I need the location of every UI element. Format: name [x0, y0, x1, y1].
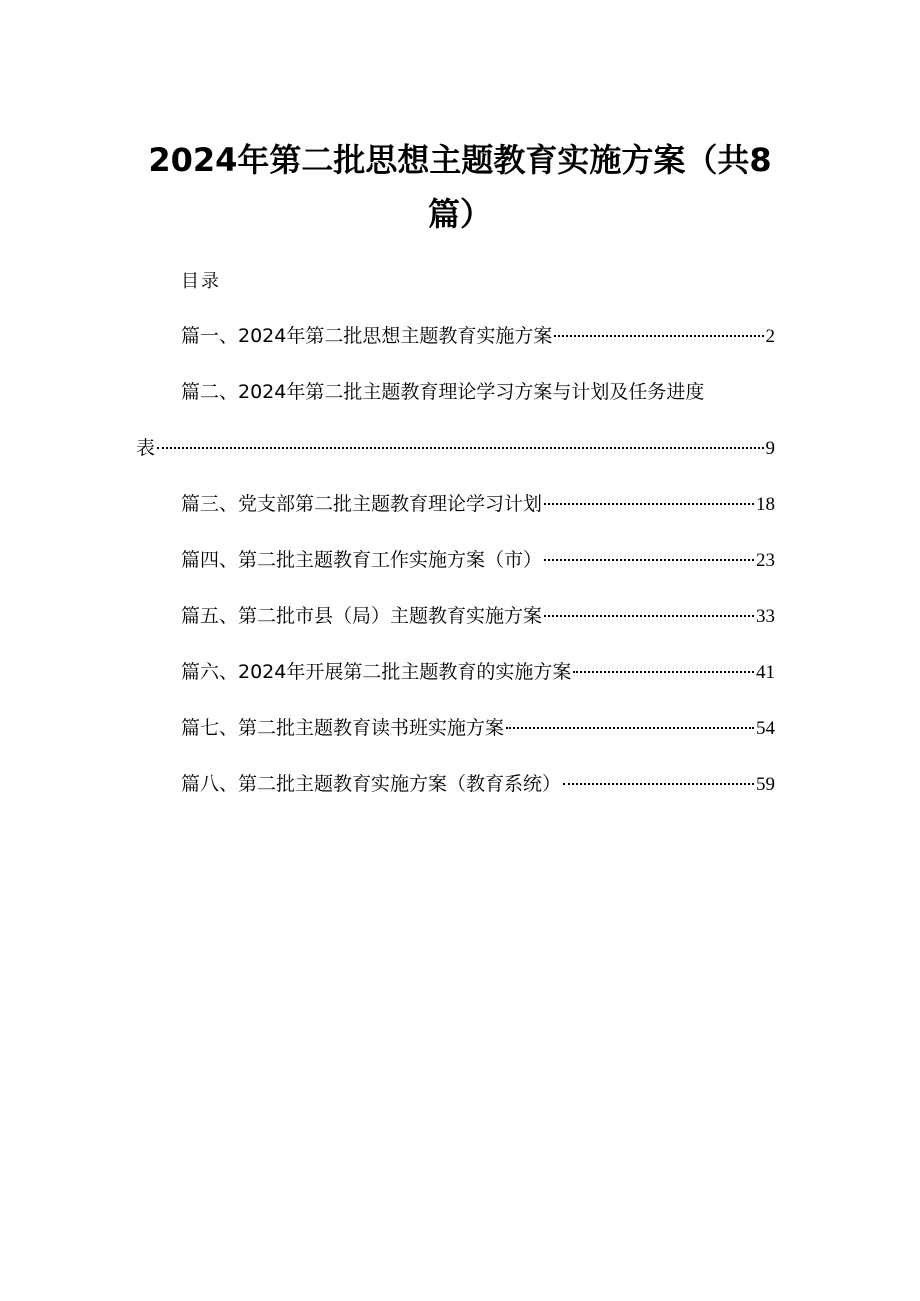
toc-entry-6[interactable]	[181, 658, 775, 687]
document-title: 2024年第二批思想主题教育实施方案（共8篇）	[148, 141, 772, 233]
toc-leader-dots	[544, 559, 754, 561]
toc-leader-dots	[554, 335, 763, 337]
toc-entry-5[interactable]	[181, 602, 775, 631]
toc-page-number: 59	[756, 774, 775, 795]
toc-entry-title: 篇六、2024年开展第二批主题教育的实施方案	[181, 661, 572, 683]
toc-entry-title: 篇一、2024年第二批思想主题教育实施方案	[181, 325, 553, 347]
toc-entry-4[interactable]	[181, 546, 775, 575]
toc-entry-title: 表	[136, 437, 156, 459]
toc-page-number: 41	[756, 662, 775, 683]
toc-page-number: 33	[756, 606, 775, 627]
toc-page-number: 23	[756, 550, 775, 571]
toc-leader-dots	[544, 503, 754, 505]
toc-leader-dots	[563, 783, 754, 785]
toc-page-number: 54	[756, 718, 775, 739]
toc-entry-8[interactable]	[181, 770, 775, 799]
toc-page-number: 18	[756, 494, 775, 515]
toc-leader-dots	[506, 727, 754, 729]
toc-entry-2-line1[interactable]: 篇二、2024年第二批主题教育理论学习方案与计划及任务进度	[181, 381, 705, 403]
toc-entry-title: 篇七、第二批主题教育读书班实施方案	[181, 717, 505, 739]
toc-entry-title: 篇八、第二批主题教育实施方案（教育系统）	[181, 773, 562, 795]
toc-leader-dots	[544, 615, 754, 617]
toc-page-number: 9	[765, 438, 775, 459]
toc-heading: 目录	[181, 271, 221, 292]
toc-entry-title: 篇三、党支部第二批主题教育理论学习计划	[181, 493, 543, 515]
toc-entry-title: 篇四、第二批主题教育工作实施方案（市）	[181, 549, 543, 571]
toc-page-number: 2	[765, 326, 775, 347]
toc-entry-title: 篇五、第二批市县（局）主题教育实施方案	[181, 605, 543, 627]
toc-leader-dots	[573, 671, 754, 673]
toc-entry-1[interactable]	[181, 322, 775, 351]
toc-entry-7[interactable]	[181, 714, 775, 743]
toc-leader-dots	[157, 447, 763, 449]
toc-entry-3[interactable]	[181, 490, 775, 519]
toc-entry-2[interactable]	[136, 434, 775, 463]
